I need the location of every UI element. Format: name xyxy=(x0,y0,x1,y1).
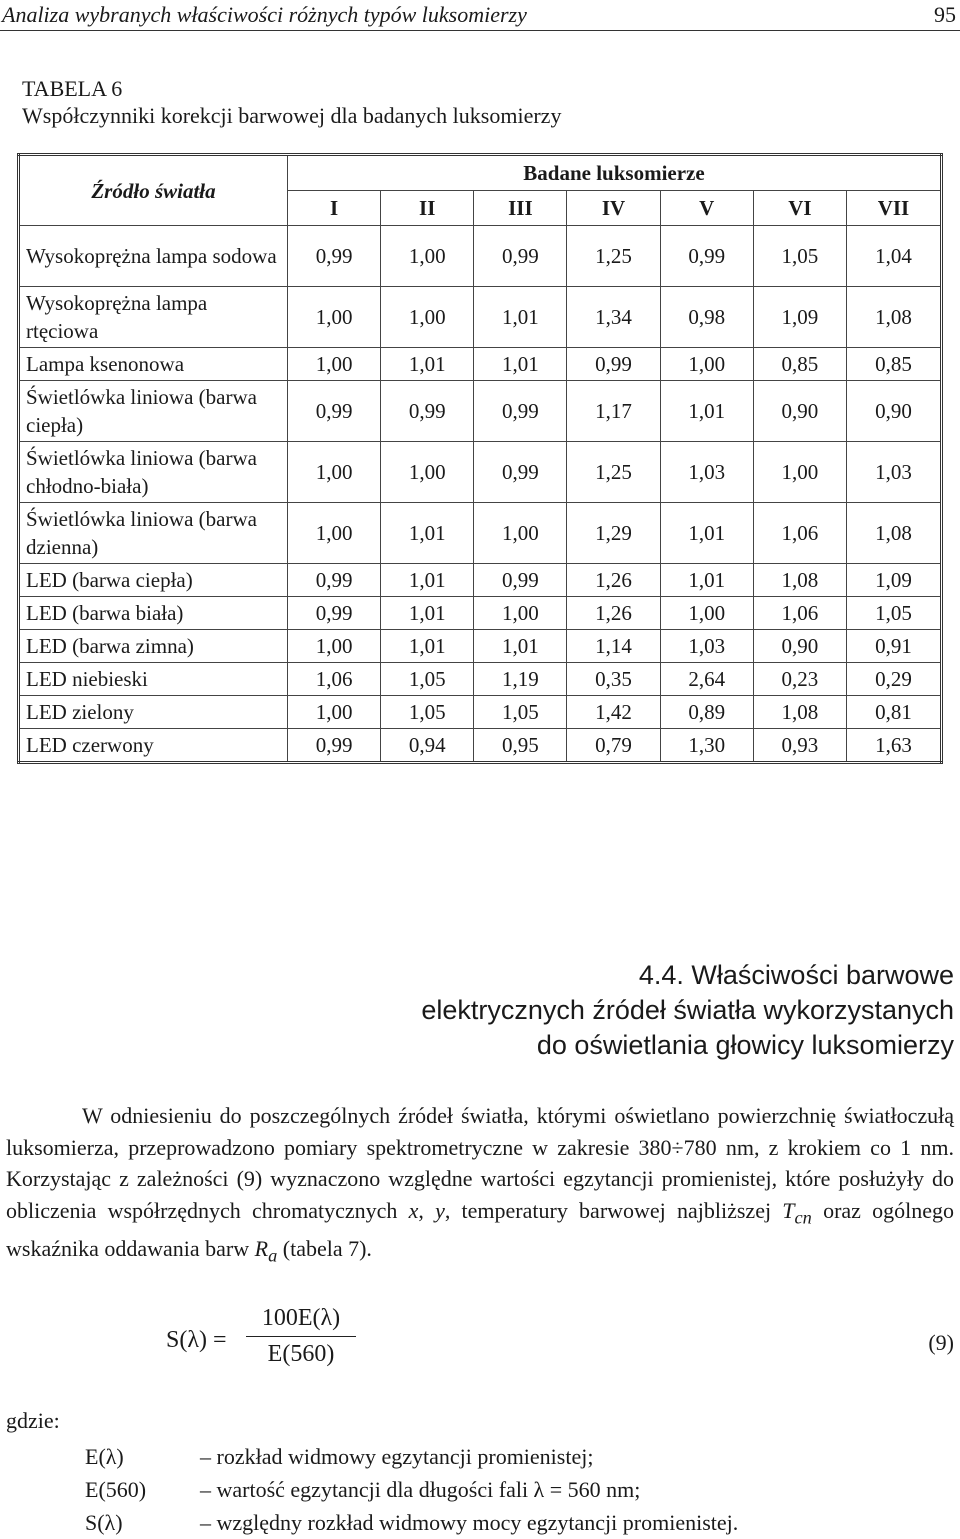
value-cell: 1,00 xyxy=(288,696,381,729)
value-cell: 0,90 xyxy=(753,381,846,442)
value-cell: 0,93 xyxy=(753,729,846,763)
page-number: 95 xyxy=(934,2,956,27)
correction-table xyxy=(17,153,943,764)
section-heading xyxy=(254,958,954,1063)
value-cell: 0,35 xyxy=(567,663,660,696)
section-heading-line2: elektrycznych źródeł światła wykorzystanych xyxy=(421,995,954,1025)
value-cell: 1,08 xyxy=(846,503,941,564)
value-cell: 1,03 xyxy=(660,630,753,663)
table-row xyxy=(19,226,942,287)
value-cell: 1,09 xyxy=(753,287,846,348)
value-cell: 0,95 xyxy=(474,729,567,763)
value-cell: 0,23 xyxy=(753,663,846,696)
definition-row xyxy=(85,1506,738,1539)
table-row xyxy=(19,381,942,442)
value-cell: 0,99 xyxy=(567,348,660,381)
equation-numerator: 100E(λ) xyxy=(261,1305,341,1331)
value-cell: 0,99 xyxy=(474,381,567,442)
value-cell: 1,01 xyxy=(474,348,567,381)
running-header xyxy=(0,0,960,31)
value-cell: 0,99 xyxy=(288,564,381,597)
definition-text: – wartość egzytancji dla długości fali λ = 560 nm; xyxy=(200,1477,641,1502)
value-cell: 1,08 xyxy=(753,564,846,597)
value-cell: 1,01 xyxy=(381,597,474,630)
value-cell: 0,79 xyxy=(567,729,660,763)
value-cell: 0,81 xyxy=(846,696,941,729)
value-cell: 1,09 xyxy=(846,564,941,597)
value-cell: 1,05 xyxy=(381,663,474,696)
source-name-cell: LED czerwony xyxy=(19,729,288,763)
value-cell: 0,99 xyxy=(288,226,381,287)
value-cell: 1,01 xyxy=(381,564,474,597)
value-cell: 1,08 xyxy=(753,696,846,729)
equation-9 xyxy=(166,1305,426,1385)
value-cell: 1,01 xyxy=(474,630,567,663)
value-cell: 0,99 xyxy=(288,381,381,442)
source-name-cell: Świetlówka liniowa (barwa chłodno-biała) xyxy=(19,442,288,503)
table-body xyxy=(19,226,942,763)
value-cell: 0,99 xyxy=(288,729,381,763)
value-cell: 1,00 xyxy=(381,287,474,348)
value-cell: 0,98 xyxy=(660,287,753,348)
value-cell: 1,00 xyxy=(288,503,381,564)
source-name-cell: Świetlówka liniowa (barwa ciepła) xyxy=(19,381,288,442)
value-cell: 1,34 xyxy=(567,287,660,348)
source-name-cell: Świetlówka liniowa (barwa dzienna) xyxy=(19,503,288,564)
value-cell: 1,19 xyxy=(474,663,567,696)
value-cell: 0,99 xyxy=(288,597,381,630)
value-cell: 1,05 xyxy=(753,226,846,287)
meter-header: VII xyxy=(846,191,941,226)
value-cell: 1,01 xyxy=(381,503,474,564)
value-cell: 1,05 xyxy=(474,696,567,729)
equation-number: (9) xyxy=(928,1330,954,1355)
meter-header: I xyxy=(288,191,381,226)
col-header-group: Badane luksomierze xyxy=(288,155,942,191)
source-name-cell: LED niebieski xyxy=(19,663,288,696)
source-name-cell: LED (barwa biała) xyxy=(19,597,288,630)
value-cell: 1,01 xyxy=(660,503,753,564)
value-cell: 1,01 xyxy=(381,348,474,381)
body-paragraph: W odniesieniu do poszczególnych źródeł światła, którymi oświetlano powierzchnię światłoczułą luksomierza, przeprowadzono pomiary spektrometryczne w zakresie 380÷780 nm, z krokiem co 1 nm. Korzystając z zależności (9) wyznaczono względne wartości egzytancji promienistej, które posłużyły do obliczenia współrzędnych chromatycznych x, y, temperatury barwowej najbliższej $T_{cn}$ oraz ogólnego wskaźnika oddawania barw $R_a$ (tabela 7). xyxy=(6,1103,955,1266)
meter-header: VI xyxy=(753,191,846,226)
value-cell: 1,03 xyxy=(660,442,753,503)
value-cell: 1,03 xyxy=(846,442,941,503)
value-cell: 1,25 xyxy=(567,442,660,503)
value-cell: 1,00 xyxy=(288,348,381,381)
table-row xyxy=(19,348,942,381)
source-name-cell: LED (barwa zimna) xyxy=(19,630,288,663)
table-row xyxy=(19,663,942,696)
running-title: Analiza wybranych właściwości różnych typów luksomierzy xyxy=(2,2,527,27)
value-cell: 1,01 xyxy=(381,630,474,663)
value-cell: 1,01 xyxy=(474,287,567,348)
value-cell: 0,94 xyxy=(381,729,474,763)
value-cell: 1,30 xyxy=(660,729,753,763)
meter-header: II xyxy=(381,191,474,226)
value-cell: 1,01 xyxy=(660,381,753,442)
definition-symbol: E(λ) xyxy=(85,1444,124,1469)
table-row xyxy=(19,564,942,597)
fraction-bar xyxy=(246,1336,356,1337)
value-cell: 1,00 xyxy=(381,226,474,287)
table-row xyxy=(19,696,942,729)
value-cell: 1,25 xyxy=(567,226,660,287)
definition-row xyxy=(85,1473,738,1506)
value-cell: 0,99 xyxy=(474,442,567,503)
value-cell: 0,85 xyxy=(753,348,846,381)
value-cell: 1,29 xyxy=(567,503,660,564)
value-cell: 1,42 xyxy=(567,696,660,729)
value-cell: 0,90 xyxy=(753,630,846,663)
source-name-cell: LED (barwa ciepła) xyxy=(19,564,288,597)
definition-text: – względny rozkład widmowy mocy egzytancji promienistej. xyxy=(200,1510,739,1535)
value-cell: 1,08 xyxy=(846,287,941,348)
value-cell: 0,99 xyxy=(660,226,753,287)
definition-symbol: S(λ) xyxy=(85,1510,123,1535)
value-cell: 1,00 xyxy=(660,348,753,381)
value-cell: 0,91 xyxy=(846,630,941,663)
col-header-source: Źródło światła xyxy=(19,155,288,226)
value-cell: 1,00 xyxy=(474,597,567,630)
table-label: TABELA 6 xyxy=(22,76,123,101)
equation-denominator: E(560) xyxy=(267,1341,335,1367)
meter-header: III xyxy=(474,191,567,226)
value-cell: 1,63 xyxy=(846,729,941,763)
value-cell: 1,06 xyxy=(753,597,846,630)
symbol-definitions xyxy=(85,1440,738,1539)
value-cell: 1,00 xyxy=(381,442,474,503)
value-cell: 0,85 xyxy=(846,348,941,381)
meter-header: IV xyxy=(567,191,660,226)
value-cell: 0,99 xyxy=(381,381,474,442)
section-heading-line1: 4.4. Właściwości barwowe xyxy=(638,960,954,990)
value-cell: 1,00 xyxy=(753,442,846,503)
value-cell: 2,64 xyxy=(660,663,753,696)
where-label: gdzie: xyxy=(6,1408,60,1433)
definition-text: – rozkład widmowy egzytancji promienistej; xyxy=(200,1444,594,1469)
value-cell: 1,00 xyxy=(660,597,753,630)
table-row xyxy=(19,630,942,663)
value-cell: 1,01 xyxy=(660,564,753,597)
source-name-cell: Wysokoprężna lampa sodowa xyxy=(19,226,288,287)
value-cell: 1,00 xyxy=(474,503,567,564)
definition-symbol: E(560) xyxy=(85,1477,147,1502)
source-name-cell: LED zielony xyxy=(19,696,288,729)
value-cell: 1,00 xyxy=(288,287,381,348)
definition-row xyxy=(85,1440,738,1473)
table-caption: Współczynniki korekcji barwowej dla badanych luksomierzy xyxy=(22,103,562,128)
value-cell: 1,06 xyxy=(753,503,846,564)
value-cell: 1,26 xyxy=(567,564,660,597)
value-cell: 0,99 xyxy=(474,226,567,287)
table-row xyxy=(19,442,942,503)
value-cell: 1,05 xyxy=(846,597,941,630)
value-cell: 0,90 xyxy=(846,381,941,442)
value-cell: 1,04 xyxy=(846,226,941,287)
value-cell: 1,26 xyxy=(567,597,660,630)
meter-header: V xyxy=(660,191,753,226)
value-cell: 0,29 xyxy=(846,663,941,696)
source-name-cell: Lampa ksenonowa xyxy=(19,348,288,381)
table-row xyxy=(19,597,942,630)
value-cell: 1,17 xyxy=(567,381,660,442)
table-row xyxy=(19,729,942,763)
value-cell: 1,05 xyxy=(381,696,474,729)
source-name-cell: Wysokoprężna lampa rtęciowa xyxy=(19,287,288,348)
value-cell: 1,06 xyxy=(288,663,381,696)
table-row xyxy=(19,287,942,348)
value-cell: 1,00 xyxy=(288,630,381,663)
table-row xyxy=(19,503,942,564)
value-cell: 0,99 xyxy=(474,564,567,597)
section-heading-line3: do oświetlania głowicy luksomierzy xyxy=(536,1030,954,1060)
equation-fraction xyxy=(246,1305,356,1368)
value-cell: 0,89 xyxy=(660,696,753,729)
value-cell: 1,00 xyxy=(288,442,381,503)
equation-lhs: S(λ) = xyxy=(166,1327,227,1353)
value-cell: 1,14 xyxy=(567,630,660,663)
